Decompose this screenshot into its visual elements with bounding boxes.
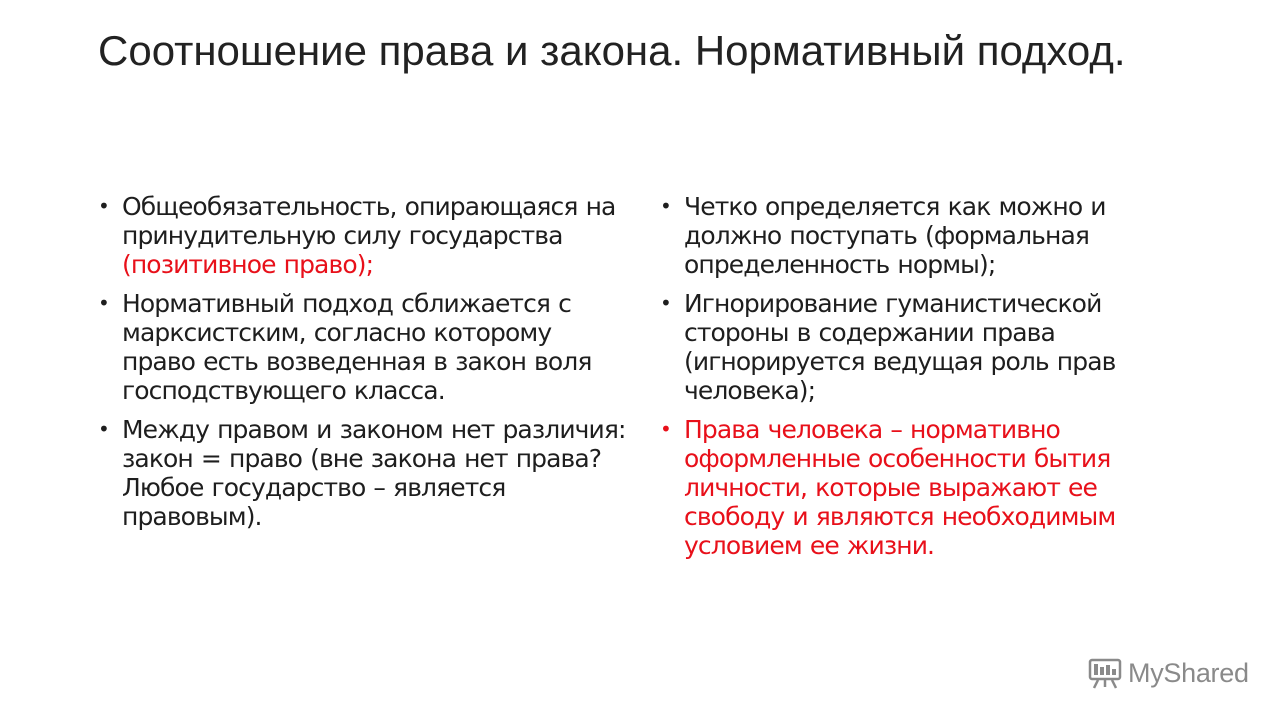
left-bullet-3: • Между правом и законом нет различия: закон = право (вне закона нет права? Любое государство – является правовым). [98,415,628,531]
left-bullet-list [98,192,628,541]
right-bullet-list [660,192,1200,570]
presentation-board-icon [1088,656,1122,690]
right-bullet-2: • Игнорирование гуманистической стороны в содержании права (игнорируется ведущая роль прав человека); [660,289,1200,405]
slide-title: Соотношение права и закона. Нормативный подход. [98,27,1126,74]
left-bullet-1 [98,192,628,279]
myshared-watermark [1088,656,1249,690]
watermark-text: MyShared [1128,657,1249,688]
left-bullet-1-text: Общеобязательность, опирающаяся на принудительную силу государства [122,192,616,250]
left-bullet-1-highlight: (позитивное право); [122,250,374,279]
right-bullet-1: • Четко определяется как можно и должно поступать (формальная определенность нормы); [660,192,1200,279]
right-bullet-3: • Права человека – нормативно оформленные особенности бытия личности, которые выражают ее свободу и являются необходимым условием ее жизни. [660,415,1200,560]
left-bullet-2: • Нормативный подход сближается с марксистским, согласно которому право есть возведенная в закон воля господствующего класса. [98,289,628,405]
